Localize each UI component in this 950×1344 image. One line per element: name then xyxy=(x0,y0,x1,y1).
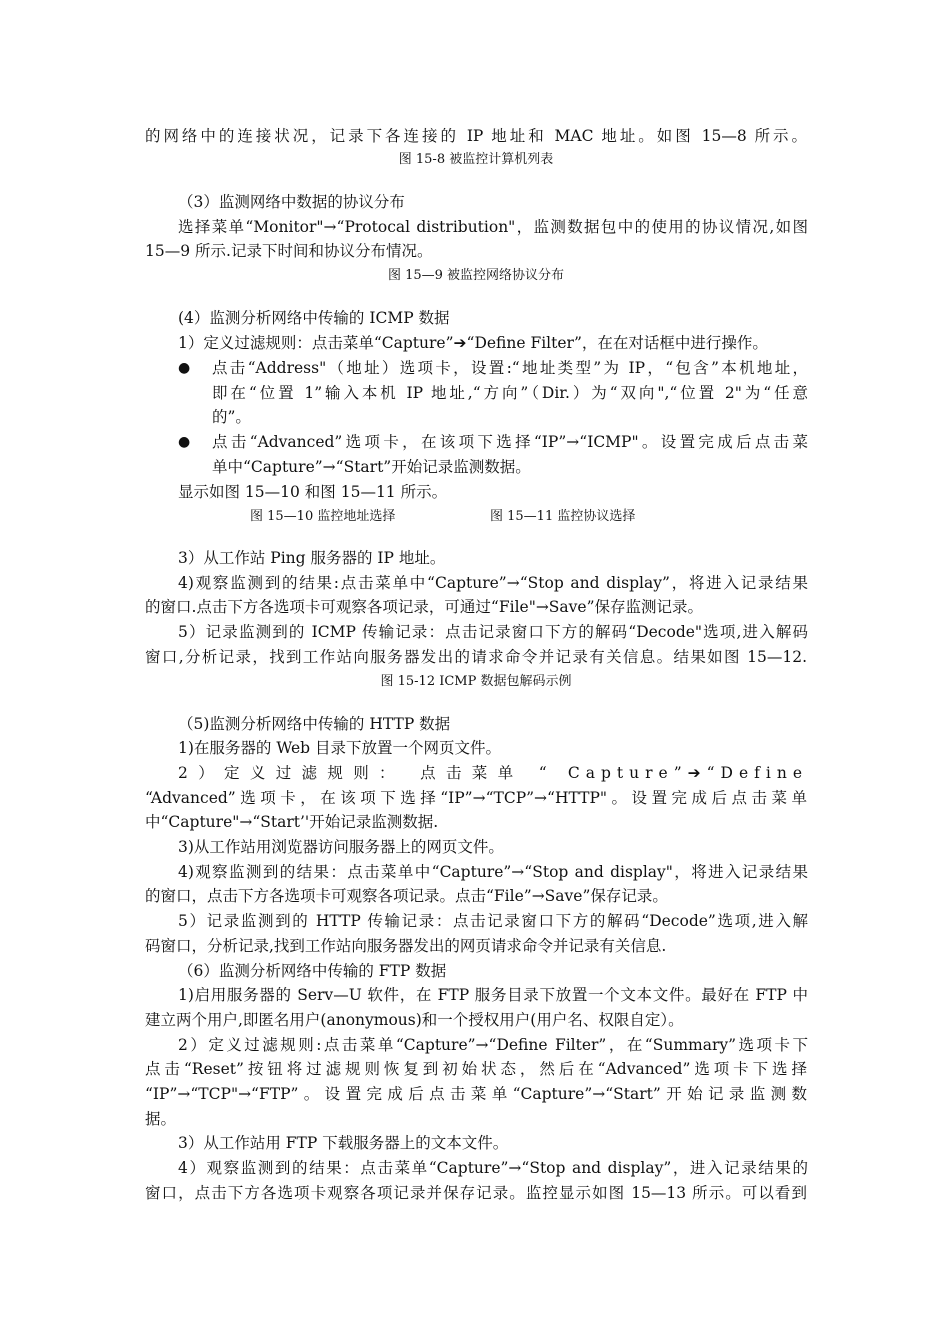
paragraph-line: 显示如图 15—10 和图 15—11 所示。 xyxy=(178,483,448,501)
figure-caption: 图 15—11 监控协议选择 xyxy=(490,509,636,524)
paragraph-line: 的网络中的连接状况，记录下各连接的 IP 地址和 MAC 地址。如图 15—8 所示。 xyxy=(145,127,807,145)
paragraph-line: 3)从工作站用浏览器访问服务器上的网页文件。 xyxy=(178,838,504,856)
bullet-item xyxy=(178,431,808,453)
bullet-icon: ● xyxy=(178,360,191,376)
paragraph-line: 的窗口，点击下方各选项卡可观察各项记录。点击“File”→Save”保存记录。 xyxy=(145,887,668,905)
paragraph-line: 1）定义过滤规则：点击菜单“Capture”➔“Define Filter”，在在对话框中进行操作。 xyxy=(178,334,768,352)
bullet-text: 即在“位置 1”输入本机 IP 地址,“方向”（Dir.）为“双向",“位置 2"为“任意 xyxy=(212,384,808,402)
paragraph-line: 窗口,分析记录，找到工作站向服务器发出的请求命令并记录有关信息。结果如图 15—12. xyxy=(145,648,807,666)
paragraph-line: 15—9 所示.记录下时间和协议分布情况。 xyxy=(145,242,433,260)
bullet-item xyxy=(178,357,808,379)
figure-caption: 图 15-12 ICMP 数据包解码示例 xyxy=(380,674,572,689)
paragraph-line: 的窗口.点击下方各选项卡可观察各项记录，可通过“File"→Save”保存监测记录。 xyxy=(145,598,704,616)
paragraph-line: 4)观察监测到的结果:点击菜单中“Capture”→“Stop and display”，将进入记录结果 xyxy=(178,574,808,592)
bullet-text: 点击“Address"（地址）选项卡，设置:“地址类型”为 IP，“包含”本机地址， xyxy=(212,359,808,377)
paragraph-line: 据。 xyxy=(145,1110,177,1128)
paragraph-line: 2）定义过滤规则:点击菜单“Capture”→“Define Filter”，在“Summary”选项卡下 xyxy=(178,1036,808,1054)
paragraph-line: 5）记录监测到的 HTTP 传输记录：点击记录窗口下方的解码“Decode”选项,进入解 xyxy=(178,912,808,930)
paragraph-line: 中“Capture"→“Start’'开始记录监测数据. xyxy=(145,813,439,831)
figure-caption: 图 15—9 被监控网络协议分布 xyxy=(387,268,565,283)
bullet-text: 点击“Advanced”选项卡，在该项下选择“IP”→“ICMP"。设置完成后点击菜 xyxy=(212,433,808,451)
section-heading: (4）监测分析网络中传输的 ICMP 数据 xyxy=(178,309,450,327)
paragraph-line: “IP”→“TCP"→“FTP”。设置完成后点击菜单“Capture”→“Start”开始记录监测数 xyxy=(145,1085,807,1103)
paragraph-line: 4)观察监测到的结果：点击菜单中“Capture”→“Stop and display"，将进入记录结果 xyxy=(178,863,808,881)
paragraph-line: “Advanced”选项卡，在该项下选择“IP”→“TCP”→“HTTP"。设置完成后点击菜单 xyxy=(145,789,807,807)
bullet-icon: ● xyxy=(178,434,191,450)
figure-caption: 图 15-8 被监控计算机列表 xyxy=(398,152,554,167)
paragraph-line: 点击“Reset”按钮将过滤规则恢复到初始状态，然后在“Advanced”选项卡下选择 xyxy=(145,1060,807,1078)
paragraph-line: 4）观察监测到的结果：点击菜单“Capture”→“Stop and display”，进入记录结果的 xyxy=(178,1159,808,1177)
section-heading: （6）监测分析网络中传输的 FTP 数据 xyxy=(178,962,447,980)
paragraph-line: 1)在服务器的 Web 目录下放置一个网页文件。 xyxy=(178,739,502,757)
paragraph-line: 3）从工作站 Ping 服务器的 IP 地址。 xyxy=(178,549,446,567)
section-heading: （5)监测分析网络中传输的 HTTP 数据 xyxy=(178,715,451,733)
figure-caption: 图 15—10 监控地址选择 xyxy=(250,509,396,524)
paragraph-line: 建立两个用户,即匿名用户(anonymous)和一个授权用户(用户名、权限自定）。 xyxy=(145,1011,684,1029)
paragraph-line: 2）定义过滤规则： 点击菜单 “ Capture”➔“Define xyxy=(178,764,808,782)
paragraph-line: 码窗口，分析记录,找到工作站向服务器发出的网页请求命令并记录有关信息. xyxy=(145,937,667,955)
section-heading: （3）监测网络中数据的协议分布 xyxy=(178,193,405,211)
paragraph-line: 3）从工作站用 FTP 下载服务器上的文本文件。 xyxy=(178,1134,509,1152)
paragraph-line: 1)启用服务器的 Serv—U 软件，在 FTP 服务目录下放置一个文本文件。最好在 FTP 中 xyxy=(178,986,808,1004)
paragraph-line: 窗口，点击下方各选项卡观察各项记录并保存记录。监控显示如图 15—13 所示。可以看到 xyxy=(145,1184,807,1202)
paragraph-line: 5）记录监测到的 ICMP 传输记录：点击记录窗口下方的解码“Decode"选项,进入解码 xyxy=(178,623,808,641)
bullet-text: 的”。 xyxy=(212,408,251,426)
bullet-text: 单中“Capture”→“Start”开始记录监测数据。 xyxy=(212,458,531,476)
paragraph-line: 选择菜单“Monitor"→“Protocal distribution"，监测数据包中的使用的协议情况,如图 xyxy=(178,218,808,236)
